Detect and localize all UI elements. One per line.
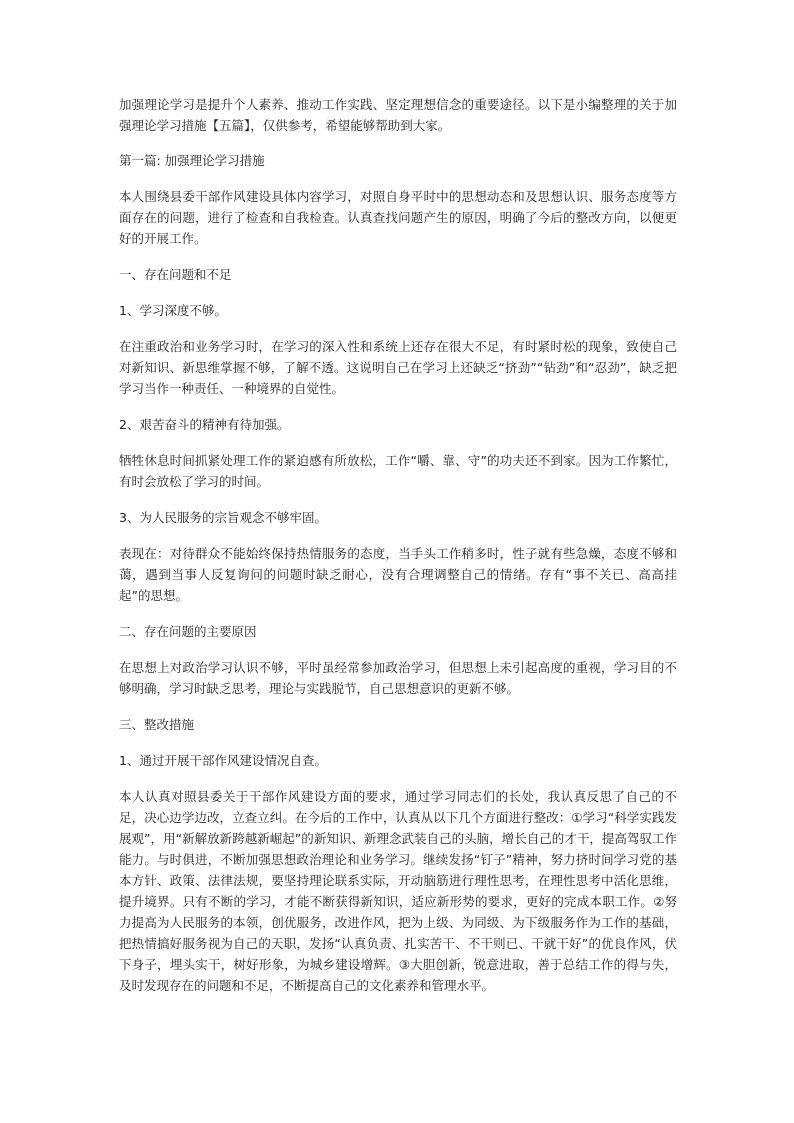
item-heading-hard-work: 2、艰苦奋斗的精神有待加强。 — [119, 417, 290, 432]
section-heading-causes: 二、存在问题的主要原因 — [119, 624, 257, 639]
section-body-causes: 在思想上对政治学习认识不够，平时虽经常参加政治学习，但思想上未引起高度的重视，学习目的不够明确，学习时缺乏思考，理论与实践脱节，自己思想意识的更新不够。 — [119, 660, 677, 696]
item-heading-study-depth: 1、学习深度不够。 — [119, 303, 227, 318]
chapter-title: 第一篇: 加强理论学习措施 — [119, 153, 265, 168]
section-heading-problems: 一、存在问题和不足 — [119, 267, 232, 282]
item-heading-service: 3、为人民服务的宗旨观念不够牢固。 — [119, 510, 327, 525]
document-page — [119, 94, 677, 996]
intro-paragraph: 加强理论学习是提升个人素养、推动工作实践、坚定理想信念的重要途径。以下是小编整理的关于加强理论学习措施【五篇】，仅供参考，希望能够帮助到大家。 — [119, 97, 677, 133]
overview-paragraph: 本人围绕县委干部作风建设具体内容学习，对照自身平时中的思想动态和及思想认识、服务态度等方面存在的问题，进行了检查和自我检查。认真查找问题产生的原因，明确了今后的整改方向，以便更好的开展工作。 — [119, 189, 677, 246]
item-body-study-depth: 在注重政治和业务学习时，在学习的深入性和系统上还存在很大不足，有时紧时松的现象，致使自己对新知识、新思维掌握不够，了解不透。这说明自己在学习上还缺乏“挤劲”“钻劲”和“忍劲”，缺乏把学习当作一种责任、一种境界的自觉性。 — [119, 339, 677, 396]
measure-body-self-check: 本人认真对照县委关于干部作风建设方面的要求，通过学习同志们的长处，我认真反思了自己的不足，决心边学边改，立查立纠。在今后的工作中，认真从以下几个方面进行整改：①学习“科学实践发展观”，用“新解放新跨越新崛起”的新知识、新理念武装自己的头脑，增长自己的才干，提高驾驭工作能力。与时俱进，不断加强思想政治理论和业务学习。继续发扬“钉子”精神，努力挤时间学习党的基本方针、政策、法律法规，要坚持理论联系实际，开动脑筋进行理性思考，在理性思考中活化思维，提升境界。只有不断的学习，才能不断获得新知识，适应新形势的要求，更好的完成本职工作。②努力提高为人民服务的本领，创优服务，改进作风，把为上级、为同级、为下级服务作为工作的基础，把热情搞好服务视为自己的天职，发扬“认真负责、扎实苦干、不干则已、干就干好”的优良作风，伏下身子，埋头实干，树好形象，为城乡建设增辉。③大胆创新，锐意进取，善于总结工作的得与失，及时发现存在的问题和不足，不断提高自己的文化素养和管理水平。 — [119, 789, 677, 993]
section-heading-measures: 三、整改措施 — [119, 717, 195, 732]
item-body-service: 表现在：对待群众不能始终保持热情服务的态度，当手头工作稍多时，性子就有些急燥，态度不够和蔼，遇到当事人反复询问的问题时缺乏耐心，没有合理调整自己的情绪。存有“事不关已、高高挂起”的思想。 — [119, 546, 677, 603]
measure-heading-self-check: 1、通过开展干部作风建设情况自查。 — [119, 753, 327, 768]
item-body-hard-work: 牺牲休息时间抓紧处理工作的紧迫感有所放松，工作“嚼、靠、守”的功夫还不到家。因为工作繁忙，有时会放松了学习的时间。 — [119, 453, 677, 489]
